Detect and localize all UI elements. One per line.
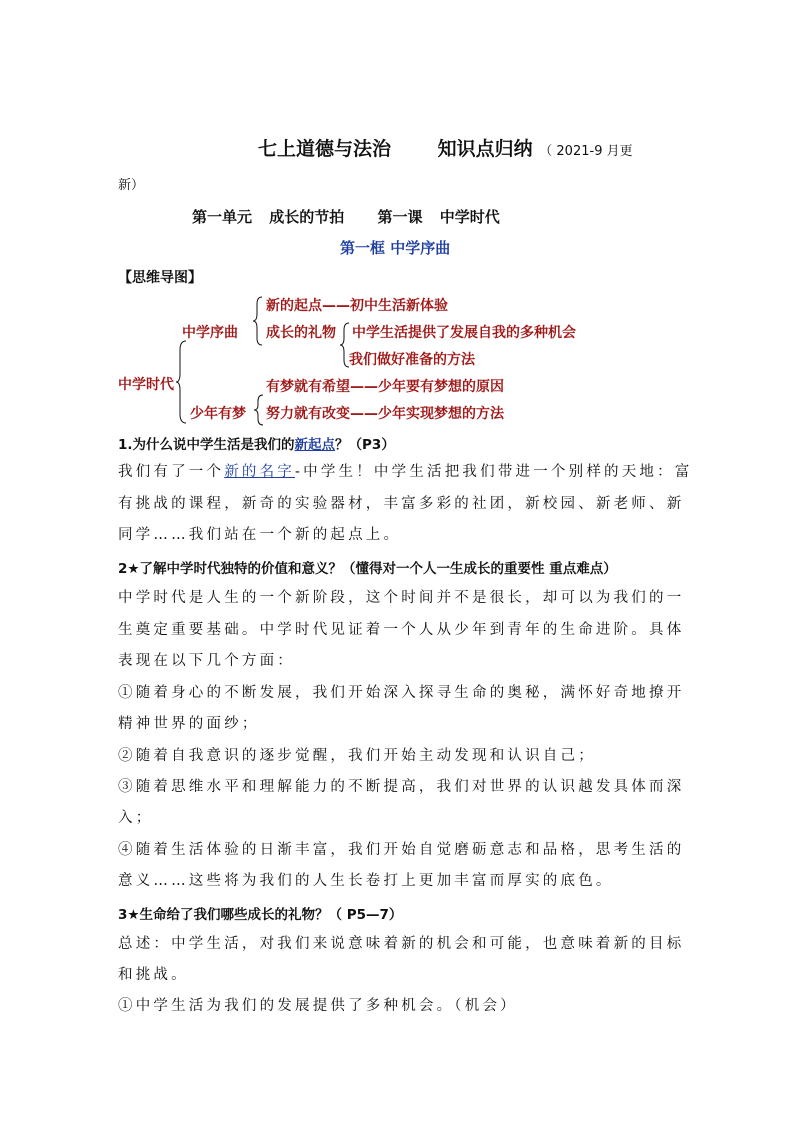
q1-line: 有挑战的课程，新奇的实验器材，丰富多彩的社团，新校园、新老师、新: [118, 496, 685, 512]
q1-title-ref: ？（P3）: [335, 437, 395, 453]
q2-line: 表现在以下几个方面：: [118, 653, 295, 669]
document-title: [258, 134, 633, 161]
mindmap-branch2: 少年有梦: [190, 406, 246, 422]
brace-gift: [340, 322, 350, 368]
q1-line-text: 我们有了一个: [118, 464, 225, 480]
title-main: 七上道德与法治: [258, 138, 392, 160]
q1-line: 同学……我们站在一个新的起点上。: [118, 527, 402, 543]
mindmap-item: 我们做好准备的方法: [349, 352, 475, 368]
q1-title-text: 1.为什么说中学生活是我们的: [118, 437, 295, 453]
q1-line: [118, 462, 693, 482]
mindmap-item: 有梦就有希望——少年要有梦想的原因: [266, 379, 504, 395]
mindmap-item: 努力就有改变——少年实现梦想的方法: [266, 406, 504, 422]
mindmap-label: 【思维导图】: [118, 270, 202, 286]
brace-branch2: [254, 394, 264, 426]
lesson-name: 中学时代: [439, 208, 500, 226]
brace-root: [176, 340, 188, 424]
q2-line: 精神世界的面纱；: [118, 716, 260, 732]
q1-keyword: 新的名字: [224, 464, 296, 480]
mindmap-branch1: 中学序曲: [182, 325, 238, 341]
mindmap-item: 成长的礼物: [266, 325, 336, 341]
q2-line: ②随着自我意识的逐步觉醒，我们开始主动发现和认识自己；: [118, 748, 596, 764]
section-heading: 第一框 中学序曲: [340, 239, 451, 257]
q2-line: 入；: [118, 810, 154, 826]
title-sub: 知识点归纳: [437, 138, 533, 160]
title-date-close: 新）: [118, 178, 145, 193]
q2-line: 中学时代是人生的一个新阶段，这个时间并不是很长，却可以为我们的一: [118, 590, 685, 606]
q3-line: 和挑战。: [118, 967, 189, 983]
q3-line: 总述：中学生活，对我们来说意味着新的机会和可能，也意味着新的目标: [118, 936, 685, 952]
lesson-label: 第一课: [377, 208, 423, 226]
brace-branch1: [252, 296, 264, 346]
q2-line: ③随着思维水平和理解能力的不断提高，我们对世界的认识越发具体而深: [118, 779, 685, 795]
q2-line: 意义……这些将为我们的人生长卷打上更加丰富而厚实的底色。: [118, 873, 614, 889]
q1-title-keyword: 新起点: [294, 437, 336, 453]
q1-title: [118, 433, 395, 453]
mindmap-root: 中学时代: [118, 377, 174, 393]
q1-line-text: -中学生！中学生活把我们带进一个别样的天地：富: [295, 464, 693, 480]
mindmap-item: 新的起点——初中生活新体验: [266, 298, 448, 314]
q3-title: 3★生命给了我们哪些成长的礼物？（ P5—7）: [118, 907, 403, 923]
q2-line: ④随着生活体验的日渐丰富，我们开始自觉磨砺意志和品格，思考生活的: [118, 842, 685, 858]
unit-heading: [192, 206, 500, 227]
q2-title: 2★了解中学时代独特的价值和意义？（懂得对一个人一生成长的重要性 重点难点）: [118, 561, 617, 577]
mindmap-item: 中学生活提供了发展自我的多种机会: [352, 325, 576, 341]
q2-line: 生奠定重要基础。中学时代见证着一个人从少年到青年的生命进阶。具体: [118, 622, 685, 638]
q3-line: ①中学生活为我们的发展提供了多种机会。（机会）: [118, 998, 518, 1014]
title-date-open: （ 2021-9 月更: [539, 144, 633, 159]
unit-label: 第一单元: [192, 208, 253, 226]
unit-name: 成长的节拍: [269, 208, 345, 226]
q2-line: ①随着身心的不断发展，我们开始深入探寻生命的奥秘，满怀好奇地撩开: [118, 685, 685, 701]
